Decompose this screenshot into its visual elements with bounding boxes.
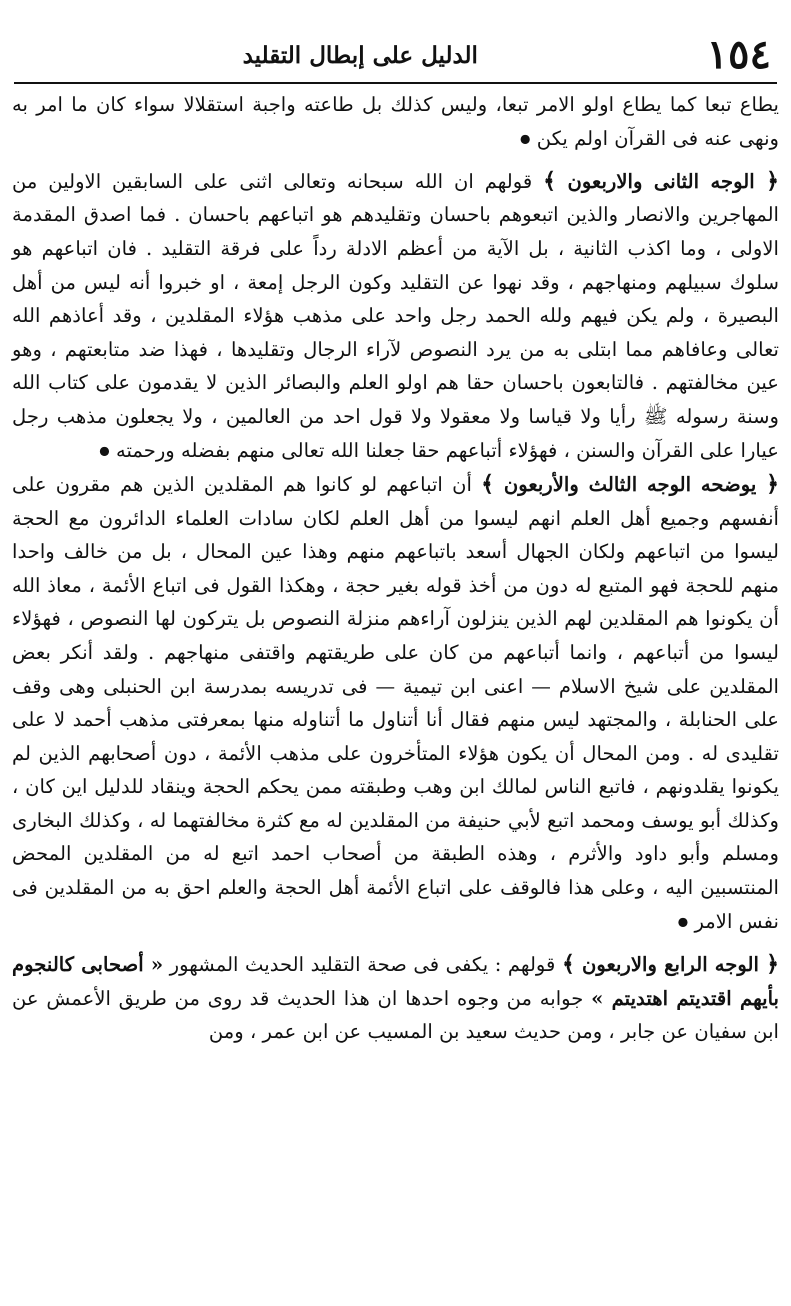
paragraph-text: قولهم ان الله سبحانه وتعالى اثنى على السابقين الاولين من المهاجرين والانصار والذين اتبعوهم باحسان وتقليدهم هو اتباعهم باحسان . فما اصدق المقدمة الاولى ، وما اكذب الثانية ، بل الآية من أعظم الادلة رداً على فرقة التقليد . فان اتباعهم هو سلوك سبيلهم ومنهاجهم ، وقد نهوا عن التقليد وكون الرجل إمعة ، او خبروا أنه ليس من أهل البصيرة ، ولم يكن فيهم ولله الحمد رجل واحد على مذهب هؤلاء المقلدين ، وقد أعاذهم الله تعالى وعافاهم مما ابتلى به من يرد النصوص لآراء الرجال وتقليدها ، فهذا ضد متابعتهم ، وهو عين مخالفتهم . فالتابعون باحسان حقا هم اولو العلم والبصائر الذين لا يقدمون على كتاب الله وسنة رسوله ﷺ رأيا ولا قياسا ولا معقولا ولا قول احد من العالمين ، ولا يجعلون مذهب رجل عيارا على القرآن والسنن ، فهؤلاء أتباعهم حقا جعلنا الله تعالى منهم بفضله ورحمته	[12, 169, 779, 462]
page-body	[12, 88, 779, 1286]
bracket-open: ﴿	[766, 470, 779, 497]
end-mark-icon: ●	[519, 131, 531, 146]
paragraph-section-42	[12, 165, 779, 468]
section-heading-text: يوضحه الوجه الثالث والأربعون	[503, 472, 757, 496]
page-header	[14, 28, 777, 84]
section-heading-text: الوجه الرابع والاربعون	[581, 952, 759, 976]
section-heading	[543, 167, 780, 194]
page-number: ١٥٤	[706, 31, 771, 78]
paragraph-text: يطاع تبعا كما يطاع اولو الامر تبعا، وليس كذلك بل طاعته واجبة استقلالا سواء كان ما امر به ونهى عنه فى القرآن اولم يكن	[12, 93, 779, 150]
end-mark-icon: ●	[677, 914, 689, 929]
bracket-open: ﴿	[766, 167, 780, 194]
paragraph-section-44	[12, 948, 779, 1049]
bracket-close: ﴾	[481, 470, 495, 497]
hadith-quote: « أصحابى كالنجوم بأيهم اقتديتم اهتديتم »	[12, 952, 779, 1010]
section-heading-text: الوجه الثانى والاربعون	[567, 169, 755, 193]
end-mark-icon: ●	[99, 443, 110, 458]
paragraph-text: قولهم : يكفى فى صحة التقليد الحديث المشهور	[169, 952, 556, 976]
bracket-close: ﴾	[561, 950, 575, 977]
paragraph-text: جوابه من وجوه احدها ان هذا الحديث قد روى من طريق الأعمش عن ابن سفيان عن جابر ، ومن حديث سعيد بن المسيب عن ابن عمر ، ومن	[12, 986, 779, 1044]
section-heading	[481, 470, 779, 497]
section-heading	[561, 950, 779, 977]
running-title: الدليل على إبطال التقليد	[242, 41, 478, 69]
bracket-open: ﴿	[766, 950, 779, 977]
paragraph-continuation	[12, 88, 779, 156]
bracket-close: ﴾	[543, 167, 557, 194]
paragraph-text: أن اتباعهم لو كانوا هم المقلدين الذين هم مقرون على أنفسهم وجميع أهل العلم انهم ليسوا من أهل العلم لكان سادات العلماء الدائرون مع الحجة ليسوا من اتباعهم ولكان الجهال أسعد باتباعهم منهم وهذا عين المحال ، بل من خالف واحدا منهم للحجة فهو المتبع له دون من أخذ قوله بغير حجة ، وهكذا القول فى اتباع الأئمة ، معاذ الله أن يكونوا هم المقلدين لهم الذين ينزلون آراءهم منزلة النصوص بل يتركون لها النصوص ، فهؤلاء ليسوا من أتباعهم ، وانما أتباعهم من كان على طريقتهم واقتفى منهاجهم . ولقد أنكر بعض المقلدين على شيخ الاسلام — اعنى ابن تيمية — فى تدريسه بمدرسة ابن الحنبلى وهى وقف على الحنابلة ، والمجتهد ليس منهم فقال أنا أتناول ما أتناوله منها بمعرفتى مذهب أحمد لا على تقليدى له . ومن المحال أن يكون هؤلاء المتأخرون على مذهب الأئمة ، دون أصحابهم الذين لم يكونوا يقلدونهم ، فاتبع الناس لمالك ابن وهب وطبقته ممن يحكم الحجة وينقاد للدليل اين كان ، وكذلك أبو يوسف ومحمد اتبع لأبي حنيفة من المقلدين له مع كثرة مخالفتهما له ، وكذلك البخارى ومسلم وأبو داود والأثرم ، وهذه الطبقة من أصحاب احمد اتبع له من المقلدين المحض المنتسبين اليه ، وعلى هذا فالوقف على اتباع الأئمة أهل الحجة والعلم احق به من المقلدين فى نفس الامر	[12, 472, 779, 933]
paragraph-section-43	[12, 468, 779, 939]
